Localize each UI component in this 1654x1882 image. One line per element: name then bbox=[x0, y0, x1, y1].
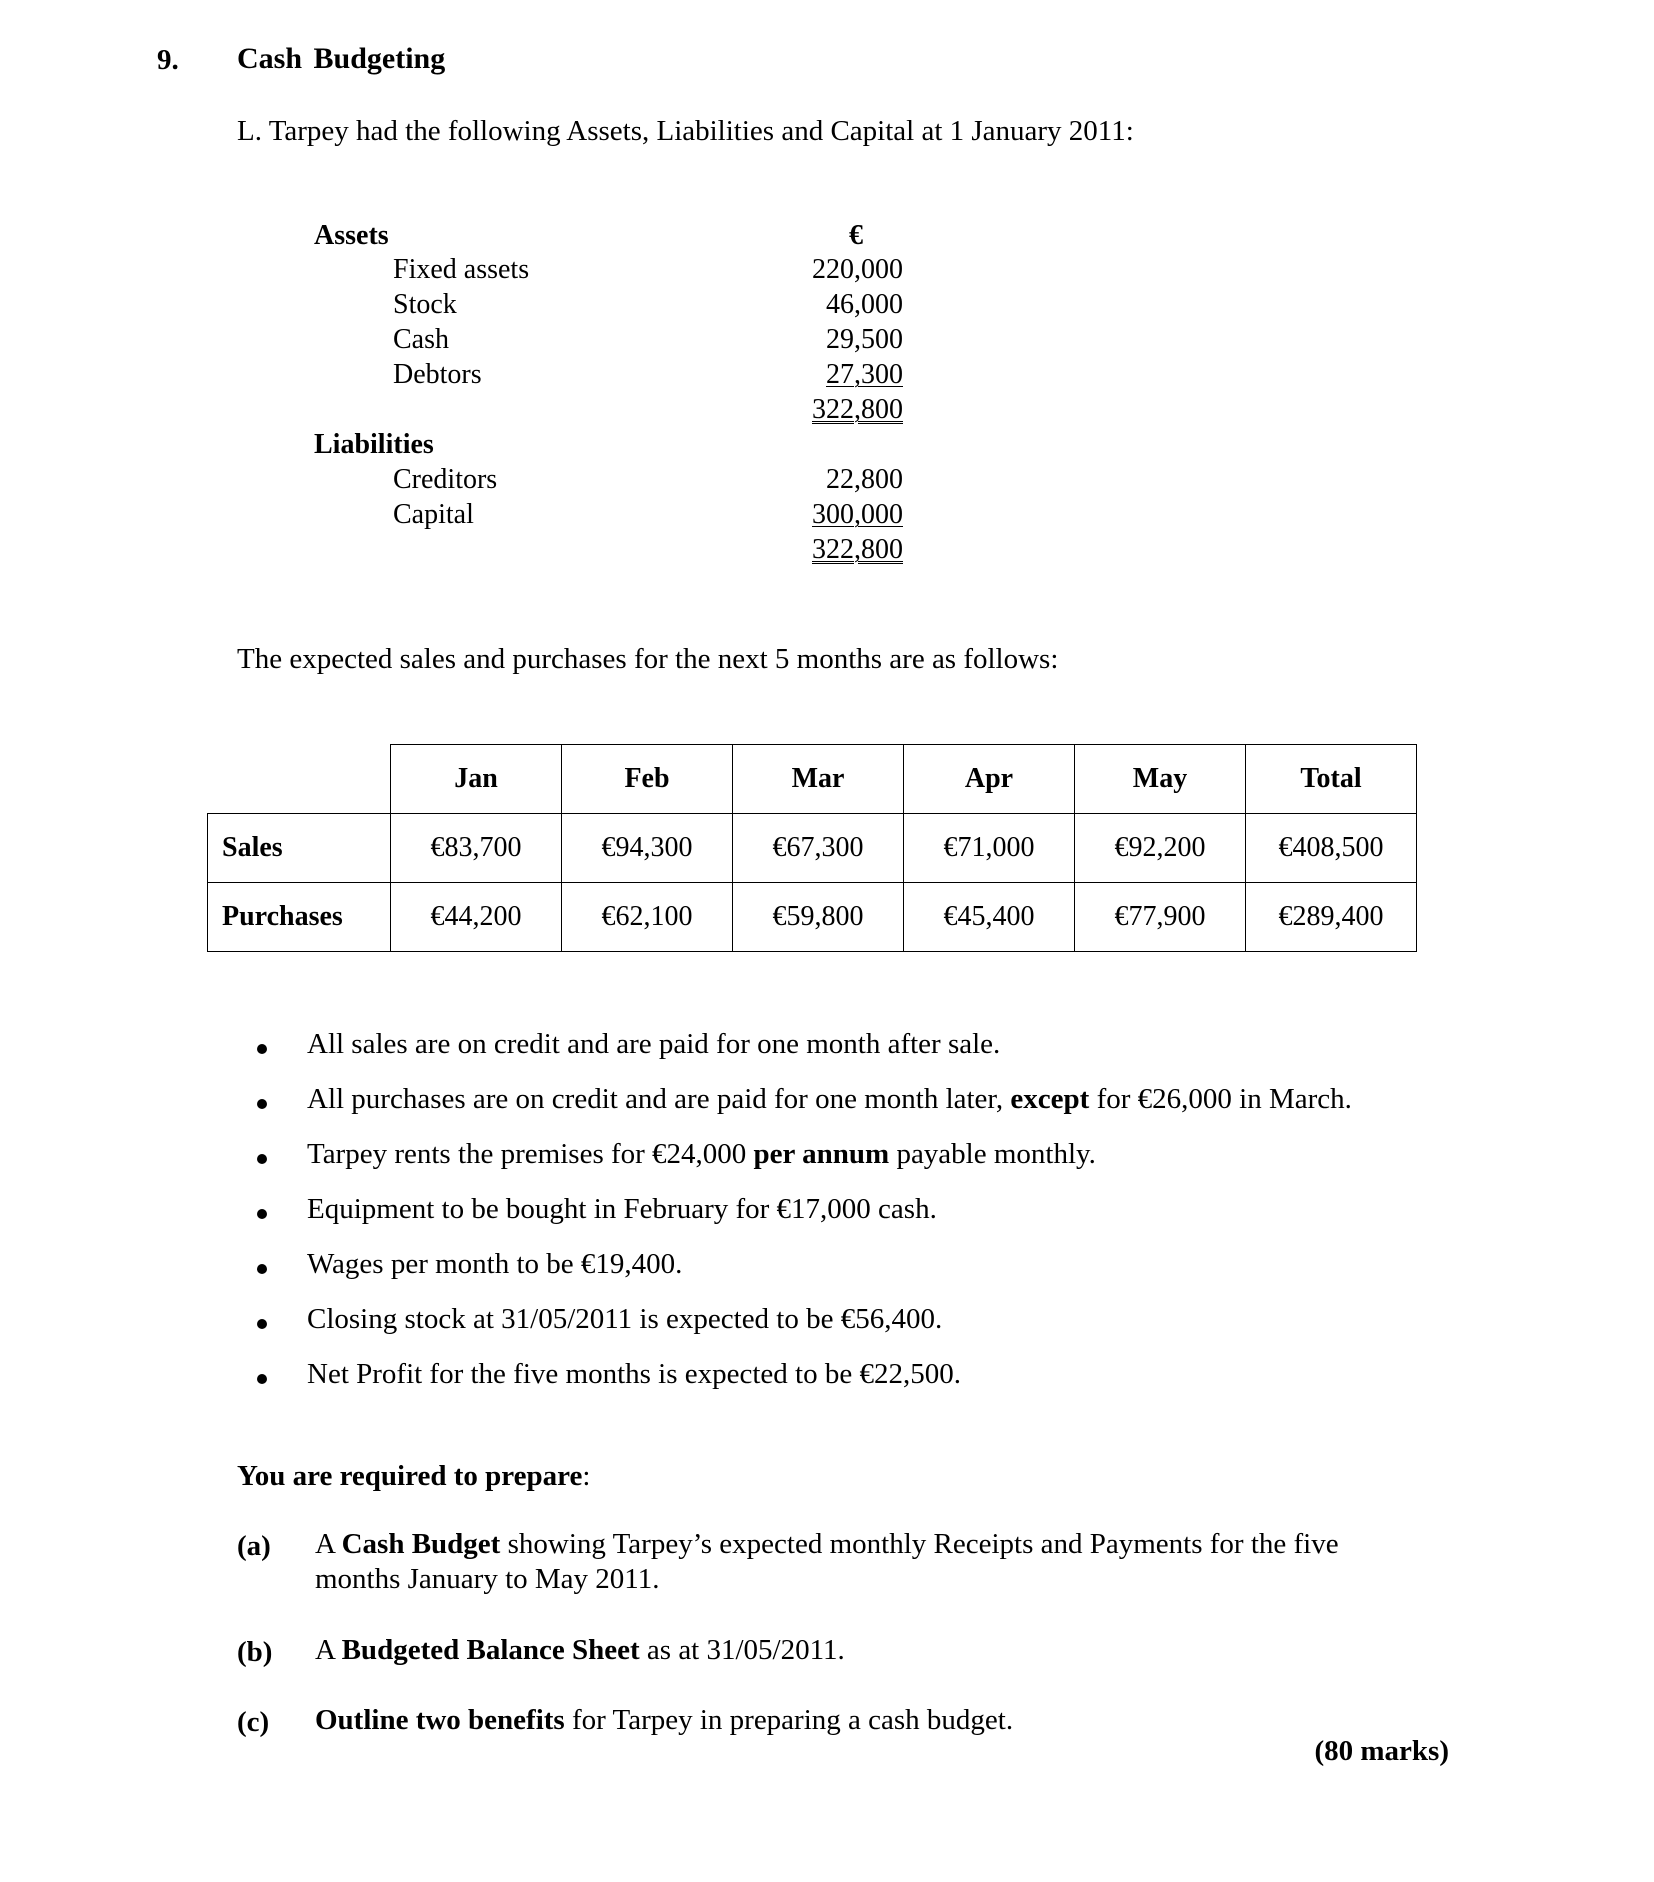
assets-total-text: 322,800 bbox=[812, 394, 903, 425]
table-cell-total: €408,500 bbox=[1246, 814, 1417, 883]
part-c-label: (c) bbox=[237, 1706, 270, 1738]
table-cell-total: €289,400 bbox=[1246, 883, 1417, 952]
part-b-label: (b) bbox=[237, 1636, 273, 1668]
bullet-rent-post: payable monthly. bbox=[889, 1138, 1096, 1170]
part-a-label: (a) bbox=[237, 1530, 271, 1562]
table-cell: €59,800 bbox=[733, 883, 904, 952]
table-cell: €77,900 bbox=[1075, 883, 1246, 952]
column-header-total: Total bbox=[1246, 745, 1417, 814]
part-b-pre: A bbox=[315, 1634, 342, 1666]
bullet-net-profit: Net Profit for the five months is expected to be €22,500. bbox=[307, 1358, 961, 1390]
asset-label-debtors: Debtors bbox=[393, 359, 482, 390]
assets-total bbox=[743, 394, 903, 426]
column-header-mar: Mar bbox=[733, 745, 904, 814]
part-c-bold: Outline two benefits bbox=[315, 1704, 565, 1736]
bullet-sales-credit: All sales are on credit and are paid for one month after sale. bbox=[307, 1028, 1001, 1060]
bullet-icon bbox=[257, 1319, 267, 1329]
sales-purchases-intro: The expected sales and purchases for the next 5 months are as follows: bbox=[237, 643, 1059, 675]
liabilities-total bbox=[743, 534, 903, 566]
asset-value-fixed-assets: 220,000 bbox=[812, 254, 903, 285]
table-cell: €83,700 bbox=[391, 814, 562, 883]
bullet-rent-pre: Tarpey rents the premises for €24,000 bbox=[307, 1138, 754, 1170]
liability-label-capital: Capital bbox=[393, 499, 474, 530]
liabilities-total-text: 322,800 bbox=[812, 534, 903, 565]
bullet-purchases-pre: All purchases are on credit and are paid for one month later, bbox=[307, 1083, 1011, 1115]
bullet-icon bbox=[257, 1154, 267, 1164]
asset-value-debtors bbox=[743, 359, 903, 391]
sales-purchases-table bbox=[207, 744, 1417, 952]
liability-value-creditors: 22,800 bbox=[826, 464, 903, 495]
part-a-line1 bbox=[315, 1527, 1339, 1562]
bullet-purchases-except: except bbox=[1010, 1083, 1090, 1115]
bullet-icon bbox=[257, 1264, 267, 1274]
part-b-bold: Budgeted Balance Sheet bbox=[341, 1634, 640, 1666]
bullet-purchases-post: for €26,000 in March. bbox=[1089, 1083, 1352, 1115]
bullet-purchases-credit bbox=[307, 1083, 1352, 1116]
column-header-may: May bbox=[1075, 745, 1246, 814]
part-a-post: showing Tarpey’s expected monthly Receipts and Payments for the five bbox=[500, 1528, 1339, 1560]
table-cell: €62,100 bbox=[562, 883, 733, 952]
assets-heading: Assets bbox=[314, 220, 389, 251]
column-header-feb: Feb bbox=[562, 745, 733, 814]
part-b-text bbox=[315, 1633, 845, 1668]
column-header-jan: Jan bbox=[391, 745, 562, 814]
table-row-purchases bbox=[208, 883, 1417, 952]
asset-value-debtors-text: 27,300 bbox=[826, 359, 903, 390]
marks-label: (80 marks) bbox=[1314, 1735, 1449, 1767]
table-cell: €92,200 bbox=[1075, 814, 1246, 883]
table-cell: €44,200 bbox=[391, 883, 562, 952]
table-cell: €67,300 bbox=[733, 814, 904, 883]
bullet-equipment: Equipment to be bought in February for €17,000 cash. bbox=[307, 1193, 937, 1225]
bullet-icon bbox=[257, 1374, 267, 1384]
row-header-purchases: Purchases bbox=[208, 883, 391, 952]
asset-value-stock: 46,000 bbox=[826, 289, 903, 320]
column-header-apr: Apr bbox=[904, 745, 1075, 814]
part-a-pre: A bbox=[315, 1528, 342, 1560]
requirements-heading-colon: : bbox=[582, 1460, 591, 1492]
bullet-icon bbox=[257, 1099, 267, 1109]
part-a-text bbox=[315, 1527, 1339, 1597]
liabilities-heading: Liabilities bbox=[314, 429, 434, 460]
part-a-bold: Cash Budget bbox=[341, 1528, 501, 1560]
asset-label-cash: Cash bbox=[393, 324, 449, 355]
currency-symbol: € bbox=[849, 220, 863, 251]
bullet-closing-stock: Closing stock at 31/05/2011 is expected to be €56,400. bbox=[307, 1303, 943, 1335]
liability-value-capital-text: 300,000 bbox=[812, 499, 903, 530]
requirements-heading bbox=[237, 1460, 590, 1493]
bullet-wages: Wages per month to be €19,400. bbox=[307, 1248, 683, 1280]
bullet-icon bbox=[257, 1044, 267, 1054]
part-a-line2: months January to May 2011. bbox=[315, 1563, 660, 1595]
table-cell: €94,300 bbox=[562, 814, 733, 883]
liability-value-capital bbox=[743, 499, 903, 531]
row-header-sales: Sales bbox=[208, 814, 391, 883]
asset-value-cash: 29,500 bbox=[826, 324, 903, 355]
requirements-heading-bold: You are required to prepare bbox=[237, 1460, 583, 1492]
table-cell: €45,400 bbox=[904, 883, 1075, 952]
asset-label-fixed-assets: Fixed assets bbox=[393, 254, 530, 285]
question-title: Cash Budgeting bbox=[237, 42, 446, 75]
intro-text: L. Tarpey had the following Assets, Liabilities and Capital at 1 January 2011: bbox=[237, 115, 1134, 147]
bullet-icon bbox=[257, 1209, 267, 1219]
part-c-text bbox=[315, 1703, 1013, 1738]
table-header-row bbox=[208, 745, 1417, 814]
table-corner-cell bbox=[208, 745, 391, 814]
bullet-rent bbox=[307, 1138, 1096, 1171]
asset-label-stock: Stock bbox=[393, 289, 457, 320]
part-c-post: for Tarpey in preparing a cash budget. bbox=[564, 1704, 1014, 1736]
liability-label-creditors: Creditors bbox=[393, 464, 498, 495]
bullet-rent-per-annum: per annum bbox=[753, 1138, 890, 1170]
part-b-post: as at 31/05/2011. bbox=[639, 1634, 845, 1666]
question-number: 9. bbox=[157, 44, 179, 76]
table-cell: €71,000 bbox=[904, 814, 1075, 883]
table-row-sales bbox=[208, 814, 1417, 883]
